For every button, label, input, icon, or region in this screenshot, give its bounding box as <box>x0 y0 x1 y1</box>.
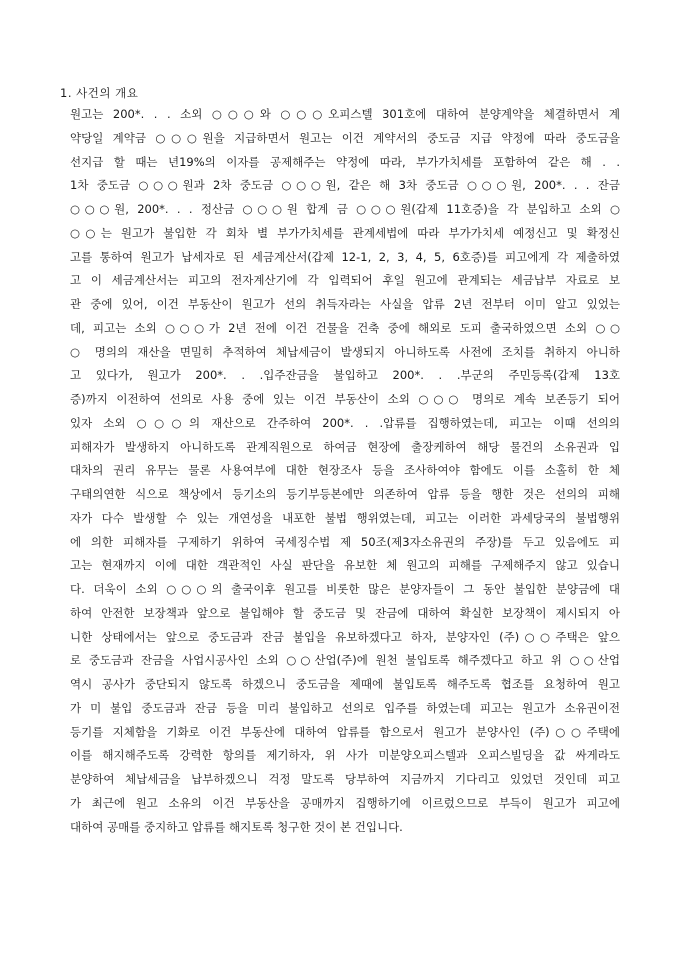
text-line: 자가 다수 발생할 수 있는 개연성을 내포한 불법 행위였는데, 피고는 이러한 과세당국의 불법행위 <box>70 510 620 525</box>
text-line: 에 의한 피해자를 구제하기 위하여 국세징수법 제 50조(제3자소유권의 주장)를 두고 있음에도 피 <box>70 534 620 549</box>
text-line: 원고는 200*. . . 소외 ○○○와 ○○○오피스텔 301호에 대하여 분양계약을 체결하면서 계 <box>70 107 620 121</box>
text-line: 1차 중도금 ○○○원과 2차 중도금 ○○○원, 같은 해 3차 중도금 ○○○원, 200*. . . 잔금 <box>70 178 620 193</box>
text-line: 가 미 불입 중도금과 잔금 등을 미리 불입하고 선의로 입주를 하였는데 피고는 원고가 소유권이전 <box>70 700 620 715</box>
text-line: 약당일 계약금 ○○○원을 지급하면서 원고는 이건 계약서의 중도금 지급 약정에 따라 중도금을 <box>70 130 620 145</box>
text-line: ○ 명의의 재산을 면밀히 추적하여 체납세금이 발생되지 아니하도록 사전에 조치를 취하지 아니하 <box>70 344 620 359</box>
text-line: 다. 더욱이 소외 ○○○의 출국이후 원고를 비롯한 많은 분양자들이 그 동안 불입한 분양금에 대 <box>70 582 620 596</box>
text-line: 고는 현재까지 이에 대한 객관적인 사실 판단을 유보한 체 원고의 피해를 구제해주지 않고 있습니 <box>70 558 620 573</box>
text-line: 있자 소외 ○○○의 재산으로 간주하여 200*. . .압류를 집행하였는데, 피고는 이때 선의의 <box>70 415 620 430</box>
text-line: 로 중도금과 잔금을 사업시공사인 소외 ○○산업(주)에 원천 불입토록 해주겠다고 하고 위 ○○산업 <box>70 653 620 668</box>
text-line: 데, 피고는 소외 ○○○가 2년 전에 이건 건물을 건축 중에 해외로 도피 출국하였으면 소외 ○○ <box>70 320 620 335</box>
text-line: 역시 공사가 중단되지 않도록 하겠으니 중도금을 제때에 불입토록 해주도록 협조를 요청하여 원고 <box>70 677 620 691</box>
text-line: ○○○원, 200*. . . 정산금 ○○○원 합계 금 ○○○원(갑제 11호증)을 각 분입하고 소외 ○ <box>70 202 620 216</box>
text-line: 니한 상태에서는 앞으로 중도금과 잔금 불입을 유보하겠다고 하자, 분양자인 (주)○○주택은 앞으 <box>70 629 620 644</box>
text-line: 증)까지 이전하여 선의로 사용 중에 있는 이건 부동산이 소외 ○○○ 명의로 계속 보존등기 되어 <box>70 392 620 406</box>
text-line: ○○는 원고가 불입한 각 회차 별 부가가치세를 관계세법에 따라 부가가치세 예정신고 및 확정신 <box>70 225 620 240</box>
text-line: 하여 안전한 보장책과 앞으로 불입해야 할 중도금 및 잔금에 대하여 확실한 보장책이 제시되지 아 <box>70 605 620 620</box>
section-title: 1. 사건의 개요 <box>60 86 139 100</box>
text-line: 피해자가 발생하지 아니하도록 관계직원으로 하여금 현장에 출장케하여 해당 물건의 소유권과 입 <box>70 439 620 454</box>
text-line: 고를 통하여 원고가 납세자로 된 세금계산서(갑제 12-1, 2, 3, 4, 5, 6호증)를 피고에게 각 제출하였 <box>70 249 620 264</box>
body-paragraph <box>70 103 620 839</box>
text-line: 이를 해지해주도록 강력한 항의를 제기하자, 위 사가 미분양오피스텔과 오피스빌딩을 값 싸게라도 <box>70 748 620 763</box>
text-line: 대하여 공매를 중지하고 압류를 해지토록 청구한 것이 본 건입니다. <box>70 819 403 834</box>
text-line: 구태의연한 식으로 책상에서 등기소의 등기부등본에만 의존하여 압류 등을 행한 것은 선의의 피해 <box>70 487 620 501</box>
text-line: 고 이 세금계산서는 피고의 전자계산기에 각 입력되어 후일 원고에 관계되는 세금납부 자료로 보 <box>70 273 620 288</box>
text-line: 등기를 지체함을 기화로 이건 부동산에 대하여 압류를 함으로서 원고가 분양사인 (주)○○주택에 <box>70 724 620 739</box>
text-line: 분양하여 체납세금을 납부하겠으니 걱정 말도록 당부하여 지금까지 기다리고 있었던 것인데 피고 <box>70 772 620 786</box>
text-line: 고 있다가, 원고가 200*. . .입주잔금을 불입하고 200*. . .부군의 주민등록(갑제 13호 <box>70 368 620 383</box>
text-line: 관 중에 있어, 이건 부동산이 원고가 선의 취득자라는 사실을 압류 2년 전부터 이미 알고 있었는 <box>70 297 620 311</box>
text-line: 선지급 할 때는 년19%의 이자를 공제해주는 약정에 따라, 부가가치세를 포함하여 같은 해 . . <box>70 154 620 169</box>
text-line: 가 최근에 원고 소유의 이건 부동산을 공매까지 집행하기에 이르렀으므로 부득이 원고가 피고에 <box>70 795 620 810</box>
text-line: 대차의 권리 유무는 물론 사용여부에 대한 현장조사 등을 조사하여야 함에도 이를 소홀히 한 체 <box>70 463 620 478</box>
